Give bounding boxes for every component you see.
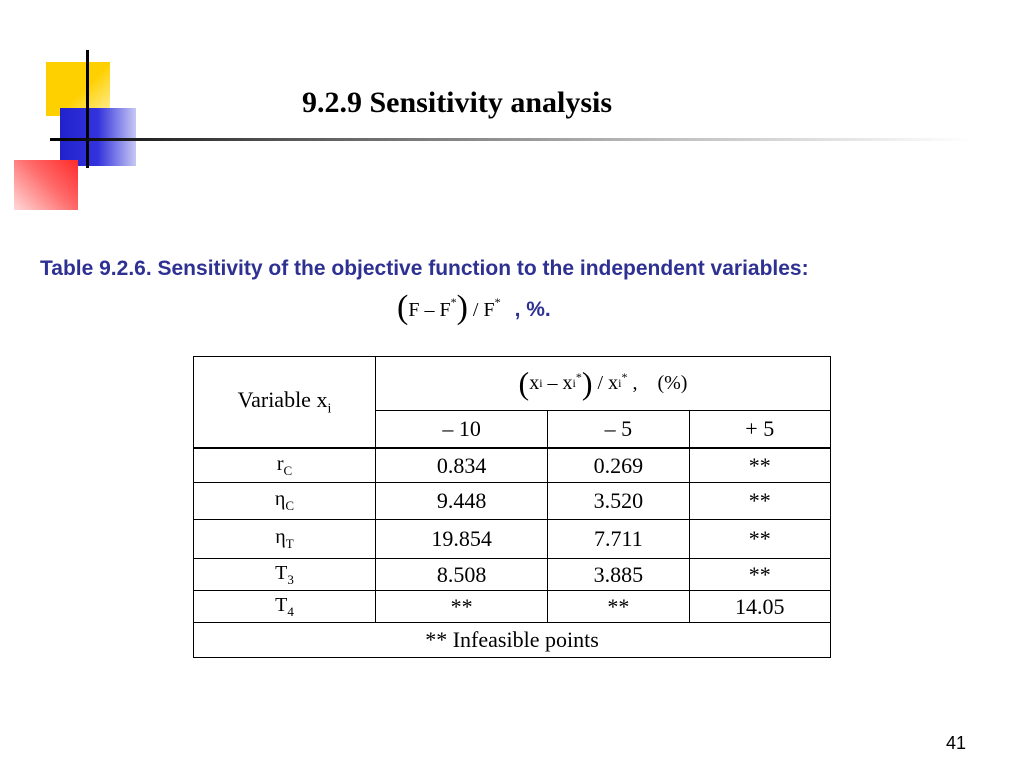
sensitivity-table: [193, 356, 831, 658]
cell-minus-5: **: [548, 591, 689, 623]
deviation-plus-5: + 5: [689, 411, 830, 448]
deviation-minus-10: – 10: [376, 411, 548, 448]
row-variable: $T_4$: [194, 591, 376, 623]
cell-plus-5: **: [689, 448, 830, 483]
table-row: [194, 483, 831, 520]
table-row: [194, 448, 831, 483]
cell-plus-5: **: [689, 483, 830, 520]
row-variable: $T_3$: [194, 559, 376, 591]
percent-unit: (%): [657, 371, 688, 394]
cell-minus-10: 9.448: [376, 483, 548, 520]
title-underline: [50, 138, 970, 141]
row-variable: $\eta_C$: [194, 483, 376, 520]
cell-minus-10: 19.854: [376, 520, 548, 559]
row-variable: $r_C$: [194, 448, 376, 483]
decor-blue-square: [60, 108, 136, 166]
cell-minus-10: 8.508: [376, 559, 548, 591]
cell-minus-5: 3.885: [548, 559, 689, 591]
table-row: [194, 559, 831, 591]
infeasible-note: ** Infeasible points: [194, 623, 831, 658]
relative-deviation-header: ( x i – x i * ) / x i * , (%): [376, 357, 831, 411]
decor-red-square: [14, 160, 78, 210]
decor-vertical-line: [86, 50, 89, 168]
cell-minus-10: **: [376, 591, 548, 623]
cell-minus-5: 3.520: [548, 483, 689, 520]
table-caption: Table 9.2.6. Sensitivity of the objective function to the independent variables:: [40, 257, 809, 280]
table-row: [194, 520, 831, 559]
cell-minus-10: 0.834: [376, 448, 548, 483]
variable-header: Variable $x_i$: [194, 357, 376, 449]
cell-plus-5: **: [689, 559, 830, 591]
cell-plus-5: 14.05: [689, 591, 830, 623]
slide-title: 9.2.9 Sensitivity analysis: [302, 86, 613, 119]
table-row: [194, 591, 831, 623]
formula-unit: , %.: [514, 298, 551, 321]
row-variable: $\eta_T$: [194, 520, 376, 559]
cell-plus-5: **: [689, 520, 830, 559]
page-number: 41: [945, 733, 966, 753]
cell-minus-5: 0.269: [548, 448, 689, 483]
objective-formula: ( F – F * ) / F * , %.: [397, 289, 551, 326]
cell-minus-5: 7.711: [548, 520, 689, 559]
deviation-minus-5: – 5: [548, 411, 689, 448]
